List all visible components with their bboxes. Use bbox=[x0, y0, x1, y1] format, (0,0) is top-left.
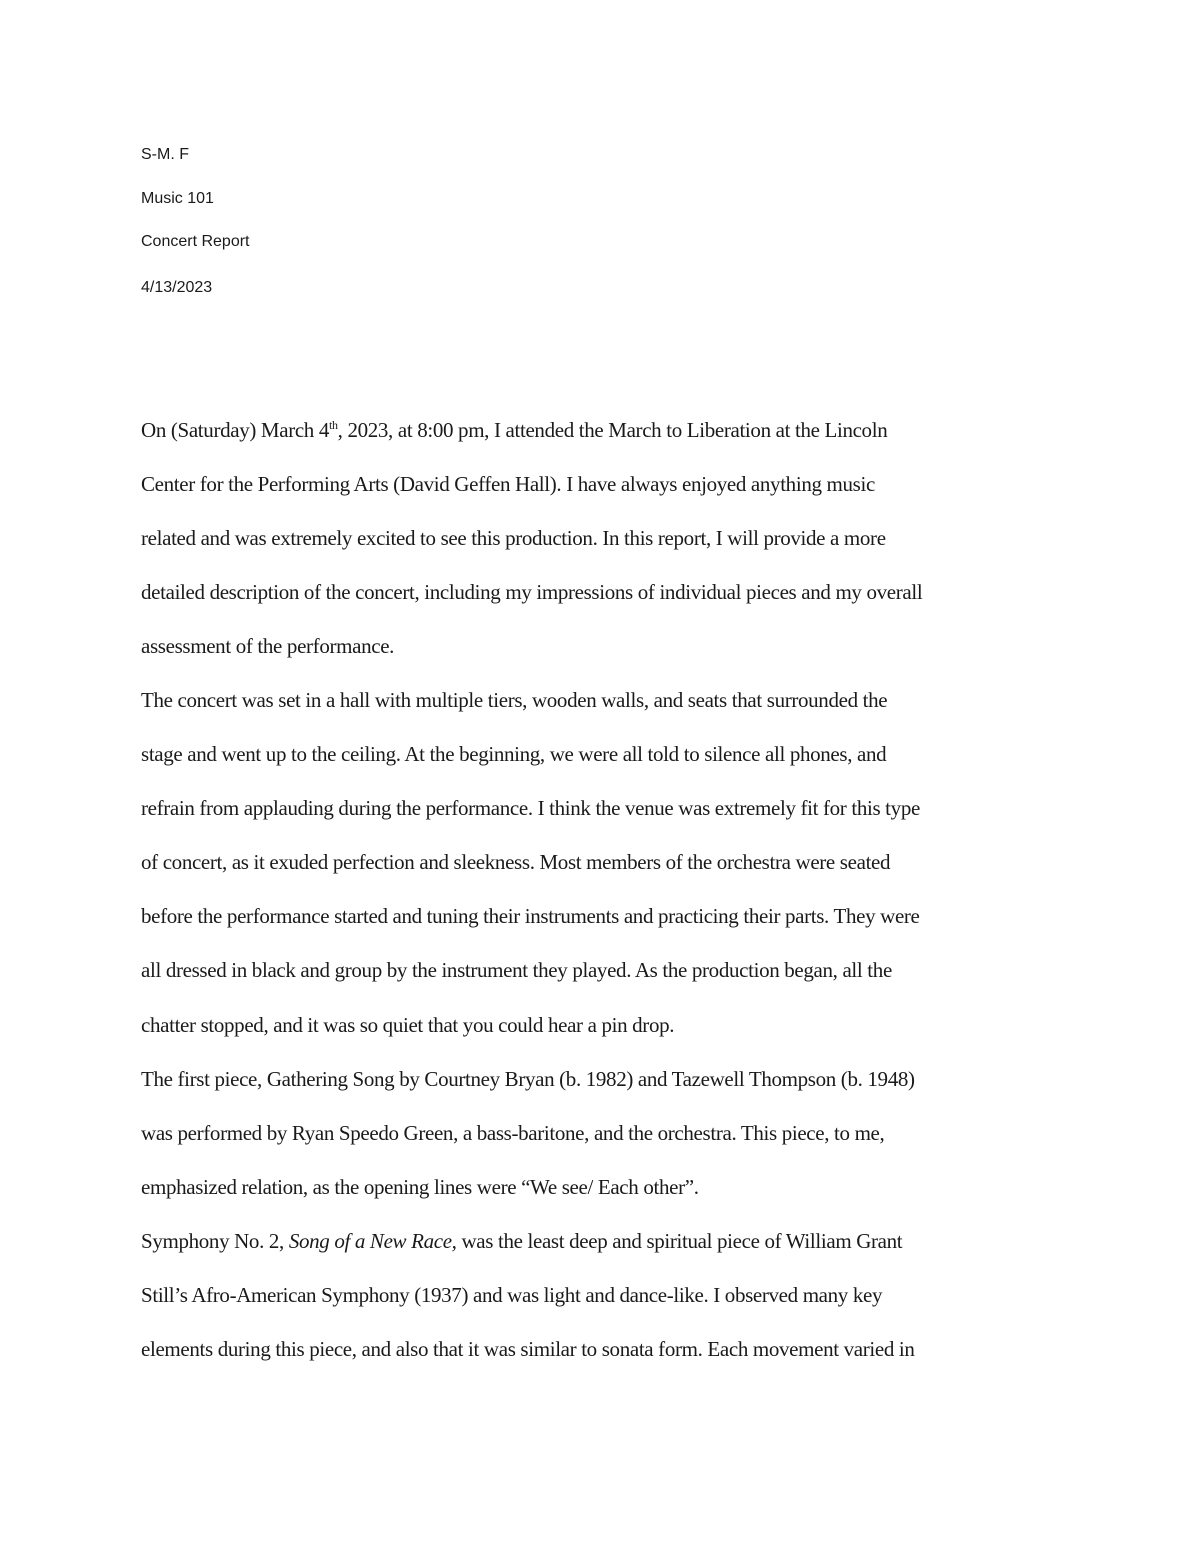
body-line: detailed description of the concert, including my impressions of individual pieces and my overall bbox=[141, 580, 923, 604]
body-line: assessment of the performance. bbox=[141, 634, 395, 658]
body-line: related and was extremely excited to see this production. In this report, I will provide a more bbox=[141, 526, 886, 550]
body-line: before the performance started and tuning their instruments and practicing their parts. They were bbox=[141, 904, 920, 928]
body-line: chatter stopped, and it was so quiet that you could hear a pin drop. bbox=[141, 1013, 675, 1037]
body-line: The first piece, Gathering Song by Courtney Bryan (b. 1982) and Tazewell Thompson (b. 1948) bbox=[141, 1067, 915, 1091]
body-line: all dressed in black and group by the instrument they played. As the production began, all the bbox=[141, 958, 892, 982]
body-line: elements during this piece, and also that it was similar to sonata form. Each movement varied in bbox=[141, 1337, 915, 1361]
body-line: The concert was set in a hall with multiple tiers, wooden walls, and seats that surrounded the bbox=[141, 688, 888, 712]
body-line: refrain from applauding during the performance. I think the venue was extremely fit for this type bbox=[141, 796, 920, 820]
italic-title: Song of a New Race, bbox=[288, 1229, 457, 1253]
body-line bbox=[141, 1229, 902, 1254]
text-segment: , 2023, at 8:00 pm, I attended the March to Liberation at the Lincoln bbox=[337, 418, 888, 442]
body-line bbox=[141, 418, 887, 443]
text-segment: On (Saturday) March 4 bbox=[141, 418, 330, 442]
text-segment: was the least deep and spiritual piece of William Grant bbox=[456, 1229, 903, 1253]
body-line: Center for the Performing Arts (David Geffen Hall). I have always enjoyed anything music bbox=[141, 472, 875, 496]
body-line: Still’s Afro-American Symphony (1937) and was light and dance-like. I observed many key bbox=[141, 1283, 883, 1307]
assignment-title: Concert Report bbox=[141, 233, 250, 250]
text-segment: Symphony No. 2, bbox=[141, 1229, 289, 1253]
superscript: th bbox=[329, 418, 338, 432]
body-line: stage and went up to the ceiling. At the beginning, we were all told to silence all phones, and bbox=[141, 742, 887, 766]
course-name: Music 101 bbox=[141, 190, 214, 207]
body-line: of concert, as it exuded perfection and sleekness. Most members of the orchestra were seated bbox=[141, 850, 891, 874]
author-name: S-M. F bbox=[141, 146, 189, 163]
body-line: emphasized relation, as the opening lines were “We see/ Each other”. bbox=[141, 1175, 699, 1199]
body-line: was performed by Ryan Speedo Green, a bass-baritone, and the orchestra. This piece, to me, bbox=[141, 1121, 885, 1145]
report-date: 4/13/2023 bbox=[141, 279, 213, 296]
